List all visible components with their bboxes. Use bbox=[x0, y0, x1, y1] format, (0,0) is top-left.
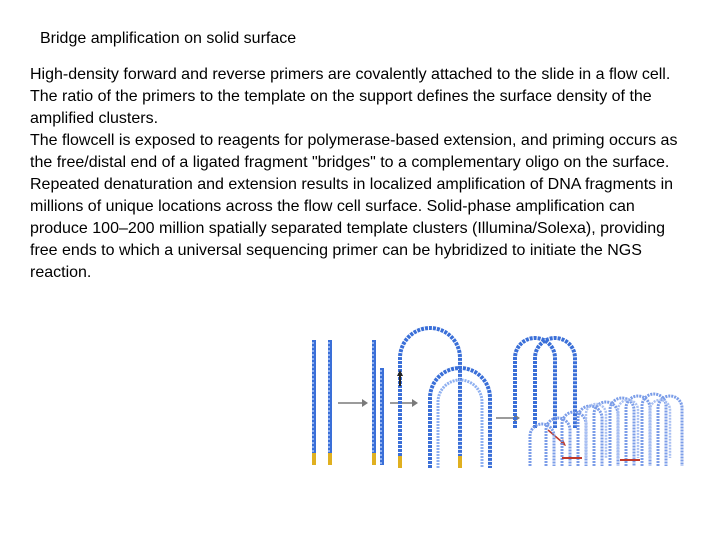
slide-title: Bridge amplification on solid surface bbox=[40, 30, 297, 47]
process-arrow-icon bbox=[338, 399, 368, 407]
paragraph-amplification: Repeated denaturation and extension results in localized amplification of DNA fragments in millions of unique locations across the flow cell surface. Solid-phase amplification can produce 100–200 million spatially separated template clusters (Illumina/Solexa), providing free ends to which a universal sequencing primer can be hybridized to initiate the NGS reaction. bbox=[30, 176, 674, 281]
dna-strand-icon bbox=[328, 340, 332, 465]
process-arrow-icon bbox=[390, 399, 418, 407]
bridge-amplification-diagram bbox=[300, 318, 700, 478]
slide-body bbox=[30, 64, 694, 284]
process-arrow-icon bbox=[397, 370, 403, 386]
paragraph-primers: High-density forward and reverse primers are covalently attached to the slide in a flow cell. The ratio of the primers to the template on the support defines the surface density of the amplified clusters. bbox=[30, 66, 671, 127]
paragraph-priming: The flowcell is exposed to reagents for polymerase-based extension, and priming occurs as the free/distal end of a ligated fragment "bridges" to a complementary oligo on the surface. bbox=[30, 132, 678, 171]
dna-strand-icon bbox=[372, 340, 384, 465]
dna-strand-icon bbox=[312, 340, 316, 465]
